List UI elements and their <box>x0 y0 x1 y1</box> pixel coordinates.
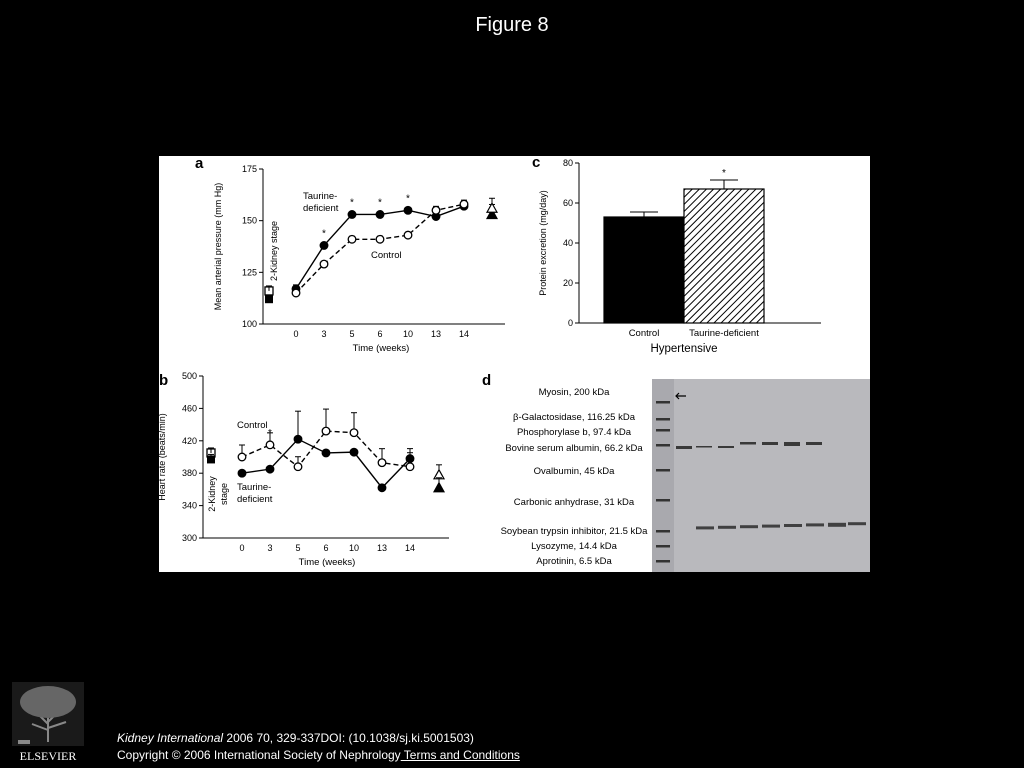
panel-b-x-tick-label: 5 <box>295 543 301 553</box>
panel-d-marker-label: Ovalbumin, 45 kDa <box>533 466 615 477</box>
panel-d-ladder-band <box>656 444 670 447</box>
panel-b-data-point <box>350 429 358 437</box>
panel-d-gel-band <box>848 522 866 525</box>
panel-a-y-label: Mean arterial pressure (mm Hg) <box>213 182 223 311</box>
elsevier-logo <box>8 680 88 764</box>
panel-a-significance: * <box>322 228 326 240</box>
panel-a-data-point <box>404 231 412 239</box>
panel-a-x-tick-label: 10 <box>402 329 414 339</box>
panel-b-stage-label-2: stage <box>219 482 229 506</box>
panel-d-ladder-band <box>656 418 670 421</box>
panel-d-marker-label: Myosin, 200 kDa <box>538 387 610 398</box>
panel-d-ladder-band <box>656 545 670 548</box>
panel-b-data-point <box>294 435 302 443</box>
panel-b-data-point <box>378 484 386 492</box>
panel-c-x-tick-label: Taurine-deficient <box>689 328 759 339</box>
panel-c-bar <box>604 217 684 323</box>
panel-d-gel-band <box>784 442 800 446</box>
panel-b-legend-taurine-2: deficient <box>237 494 273 505</box>
panel-a-data-point <box>404 207 412 215</box>
panel-d-gel-band <box>784 524 802 527</box>
panel-b-legend-taurine: Taurine- <box>237 482 272 493</box>
panel-a-data-point <box>348 235 356 243</box>
journal-name: Kidney International <box>117 731 224 745</box>
panel-b-data-point <box>266 465 274 473</box>
panel-b-data-point <box>238 453 246 461</box>
panel-d-gel-ladder-lane <box>652 379 674 572</box>
panel-b-x-tick-label: 13 <box>376 543 388 553</box>
panel-a-data-point <box>320 260 328 268</box>
terms-link[interactable]: Terms and Conditions <box>400 748 520 762</box>
panel-d-letter: d <box>482 372 492 389</box>
panel-b-data-point <box>322 449 330 457</box>
panel-b-y-tick-label: 340 <box>181 500 197 511</box>
panel-b-y-tick-label: 420 <box>181 435 197 446</box>
panel-b-data-point <box>406 463 414 471</box>
panel-b-y-tick-label: 460 <box>181 403 197 414</box>
panel-a-data-point <box>292 289 300 297</box>
logo-text: ELSEVIER <box>19 749 77 763</box>
panel-a-y-tick-label: 175 <box>241 164 257 174</box>
panel-a-data-point <box>460 200 468 208</box>
panel-d-ladder-band <box>656 429 670 432</box>
panel-c-y-tick-label: 80 <box>562 158 573 168</box>
panel-b-y-tick-label: 500 <box>181 371 197 381</box>
panel-c-y-tick-label: 40 <box>562 238 573 248</box>
panel-b-x-tick-label: 3 <box>267 543 273 553</box>
footer <box>117 730 520 764</box>
panel-b-data-point <box>266 441 274 449</box>
panel-b-data-point <box>294 463 302 471</box>
panel-a-data-point <box>376 211 384 219</box>
panel-a-legend-taurine-2: deficient <box>303 203 339 214</box>
panel-b-data-point <box>406 455 414 463</box>
panel-a-x-tick-label: 3 <box>321 329 327 339</box>
copyright-line <box>117 747 520 764</box>
panel-a-x-tick-label: 6 <box>377 329 383 339</box>
panel-a-x-label: Time (weeks) <box>352 343 410 354</box>
panel-b-y-label: Heart rate (beats/min) <box>157 413 167 501</box>
panel-b-y-tick-label: 380 <box>181 468 197 479</box>
panel-b-data-point <box>322 427 330 435</box>
panel-b-stage-label: 2-Kidney <box>207 476 217 512</box>
panel-a-data-point <box>320 242 328 250</box>
panel-d-marker-label: Carbonic anhydrase, 31 kDa <box>513 497 635 508</box>
panel-a-significance: * <box>350 197 354 209</box>
panel-a-y-tick-label: 100 <box>241 319 257 329</box>
panel-b-data-point <box>350 448 358 456</box>
panel-c-significance: * <box>722 168 726 179</box>
panel-d-gel-band <box>718 446 734 448</box>
panel-d-gel-band <box>696 526 714 529</box>
panel-c-y-label: Protein excretion (mg/day) <box>538 190 548 296</box>
panel-c-letter: c <box>532 154 541 171</box>
slide-title: Figure 8 <box>475 14 549 36</box>
panel-b-data-point <box>378 459 386 467</box>
panel-c-y-tick-label: 60 <box>562 198 573 208</box>
panel-d-ladder-band <box>656 469 670 472</box>
panel-b-y-tick-label: 300 <box>181 533 197 543</box>
panel-a-significance: * <box>406 193 410 205</box>
panel-a-data-point <box>432 207 440 215</box>
panel-b-x-tick-label: 6 <box>323 543 329 553</box>
panel-b-significance: * <box>268 427 272 439</box>
panel-d-marker-label: Bovine serum albumin, 66.2 kDa <box>505 443 643 454</box>
panel-a-data-point <box>348 211 356 219</box>
panel-b-x-tick-label: 14 <box>404 543 416 553</box>
panel-b-letter: b <box>159 372 169 389</box>
panel-d-ladder-band <box>656 530 670 533</box>
panel-d-gel-band <box>718 526 736 529</box>
panel-d-gel-band <box>740 442 756 445</box>
panel-b-x-tick-label: 10 <box>348 543 360 553</box>
panel-c-y-tick-label: 0 <box>567 318 573 328</box>
panel-a-legend-control: Control <box>371 250 402 261</box>
panel-a-significance: * <box>378 197 382 209</box>
panel-d-gel-band <box>762 525 780 528</box>
panel-a-x-tick-label: 13 <box>430 329 442 339</box>
panel-c-y-tick-label: 20 <box>562 278 573 288</box>
panel-c-x-tick-label: Control <box>628 328 660 339</box>
figure-svg <box>159 156 870 572</box>
citation-text: 2006 70, 329-337DOI: (10.1038/sj.ki.5001503) <box>223 731 474 745</box>
citation-line <box>117 730 520 747</box>
panel-b-legend-control: Control <box>237 420 268 431</box>
tree-crown-icon <box>20 686 76 718</box>
panel-d-gel-band <box>806 442 822 445</box>
panel-d-gel-band <box>696 446 712 448</box>
panel-a-x-tick-label: 5 <box>349 329 355 339</box>
panel-d-gel-band <box>806 523 824 526</box>
panel-d-ladder-band <box>656 499 670 502</box>
panel-d-ladder-band <box>656 560 670 563</box>
panel-d-marker-label: β-Galactosidase, 116.25 kDa <box>513 412 635 423</box>
panel-a-x-tick-label: 0 <box>293 329 299 339</box>
panel-b-x-label: Time (weeks) <box>298 557 356 568</box>
panel-d-gel-band <box>740 525 758 528</box>
panel-b-x-tick-label: 0 <box>239 543 245 553</box>
panel-d-marker-label: Soybean trypsin inhibitor, 21.5 kDa <box>500 526 648 537</box>
panel-d-marker-label: Phosphorylase b, 97.4 kDa <box>516 427 632 438</box>
panel-c-x-label: Hypertensive <box>650 343 718 355</box>
panel-b-final-point <box>434 483 444 492</box>
panel-d-gel-band <box>828 523 846 527</box>
panel-a-final-point <box>487 203 497 212</box>
figure-panel <box>159 156 870 572</box>
panel-a-data-point <box>376 235 384 243</box>
panel-a-x-tick-label: 14 <box>458 329 470 339</box>
panel-d-gel-band <box>676 446 692 449</box>
panel-c-bar <box>684 189 764 323</box>
panel-a-legend-taurine: Taurine- <box>303 191 338 202</box>
panel-d-gel-band <box>762 442 778 445</box>
panel-a-letter: a <box>195 155 204 172</box>
panel-d-gel <box>652 379 870 572</box>
panel-d-marker-label: Lysozyme, 14.4 kDa <box>531 541 617 552</box>
panel-b-data-point <box>238 469 246 477</box>
panel-a-stage-label: 2-Kidney stage <box>269 220 279 282</box>
panel-a-y-tick-label: 125 <box>241 267 257 278</box>
panel-d-marker-label: Aprotinin, 6.5 kDa <box>536 556 612 567</box>
figure-icon <box>18 740 30 744</box>
copyright-text: Copyright © 2006 International Society of Nephrology <box>117 748 401 762</box>
panel-d-ladder-band <box>656 401 670 404</box>
panel-a-y-tick-label: 150 <box>241 215 257 226</box>
